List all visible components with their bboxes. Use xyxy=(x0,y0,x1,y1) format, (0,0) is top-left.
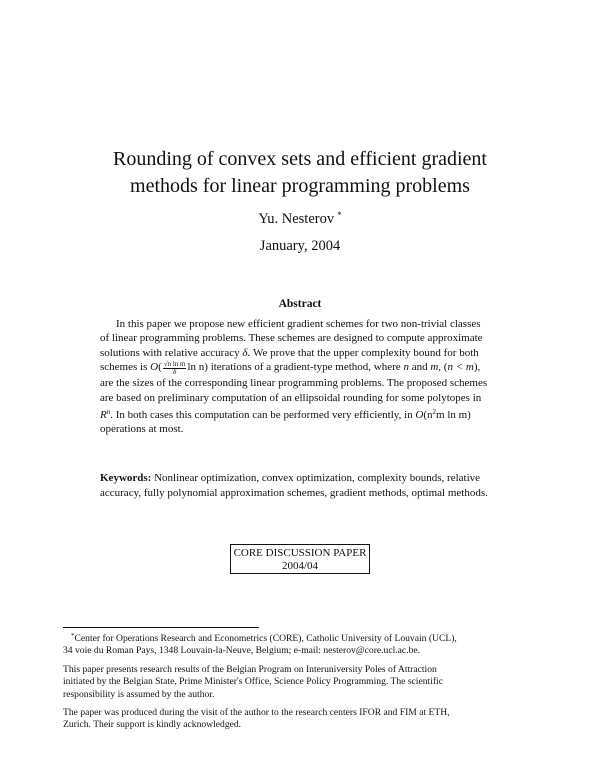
text-run: ), xyxy=(473,361,481,374)
text-run: schemes is xyxy=(100,361,151,374)
math-fraction xyxy=(163,361,187,376)
author-footnote-mark: * xyxy=(337,210,342,220)
text-run: ( xyxy=(158,361,162,374)
text-run: m ln m) xyxy=(436,409,471,422)
core-box-line-1: CORE DISCUSSION PAPER xyxy=(233,547,367,559)
text-run: Nonlinear optimization, convex optimization, complexity bounds, relative xyxy=(154,472,481,484)
text-run: . We prove that the upper complexity bound for both xyxy=(247,346,479,359)
keywords-line xyxy=(100,471,510,486)
math-big-o: O xyxy=(150,361,159,374)
footnote-line: This paper presents research results of the Belgian Program on Interuniversity Poles of Attraction xyxy=(63,663,437,675)
footnote-line xyxy=(63,630,543,645)
math-inequality: n < m xyxy=(447,361,474,374)
keywords xyxy=(100,471,510,501)
footnote-line: 34 voie du Roman Pays, 1348 Louvain-la-Neuve, Belgium; e-mail: nesterov@core.ucl.ac.be. xyxy=(63,645,421,657)
abstract-heading: Abstract xyxy=(278,298,322,310)
footnote-line: responsibility is assumed by the author. xyxy=(63,688,215,700)
math-delta: δ xyxy=(242,346,248,359)
abstract-line: are the sizes of the corresponding linear programming problems. The proposed schemes xyxy=(100,377,488,390)
text-run: (n xyxy=(423,409,433,422)
footnote-mark: * xyxy=(71,632,75,640)
text-run: solutions with relative accuracy xyxy=(100,346,243,359)
math-big-o: O xyxy=(415,409,424,422)
abstract-line xyxy=(100,346,501,360)
core-discussion-paper-box xyxy=(230,544,370,574)
math-exponent: n xyxy=(106,408,111,417)
abstract-line xyxy=(100,360,501,376)
footnote-rule xyxy=(63,627,259,628)
paper-title xyxy=(0,146,600,200)
text-run: . In both cases this computation can be performed very efficiently, in xyxy=(110,409,416,422)
text-run: , ( xyxy=(438,361,448,374)
keywords-line: accuracy, fully polynomial approximation schemes, gradient methods, optimal methods. xyxy=(100,487,488,499)
core-box-line-2: 2004/04 xyxy=(281,560,319,572)
title-line-1: Rounding of convex sets and efficient gradient xyxy=(113,148,487,170)
footnotes xyxy=(63,630,543,732)
abstract-line: of linear programming problems. These schemes are designed to compute approximate xyxy=(100,332,483,345)
math-n: n xyxy=(403,361,409,374)
abstract-line: operations at most. xyxy=(100,423,184,436)
keywords-label: Keywords: xyxy=(100,472,152,484)
fraction-denominator: δ xyxy=(172,368,177,377)
abstract-line xyxy=(100,405,501,422)
date: January, 2004 xyxy=(259,238,341,254)
footnote-line: Zurich. Their support is kindly acknowledged. xyxy=(63,719,242,731)
math-exponent: 2 xyxy=(432,408,437,417)
footnote-line: The paper was produced during the visit of the author to the research centers IFOR and FIM at ETH, xyxy=(63,707,450,719)
author-name: Yu. Nesterov xyxy=(258,211,335,227)
math-r: R xyxy=(100,409,107,422)
author xyxy=(0,210,600,228)
fraction-numerator: √n ln m xyxy=(163,360,186,369)
abstract-line: In this paper we propose new efficient gradient schemes for two non-trivial classes xyxy=(116,318,481,330)
footnote-line: initiated by the Belgian State, Prime Minister's Office, Science Policy Programming. The scientific xyxy=(63,676,443,688)
text-run: and xyxy=(408,361,431,374)
title-line-2: methods for linear programming problems xyxy=(130,175,470,197)
abstract-line: are based on preliminary computation of an ellipsoidal rounding for some polytopes in xyxy=(100,391,482,404)
text-run: Center for Operations Research and Econometrics (CORE), Catholic University of Louvain (UCL), xyxy=(74,633,457,644)
text-run: ln n) iterations of a gradient-type method, where xyxy=(187,361,404,374)
math-m: m xyxy=(430,361,439,374)
abstract-body xyxy=(100,317,501,437)
